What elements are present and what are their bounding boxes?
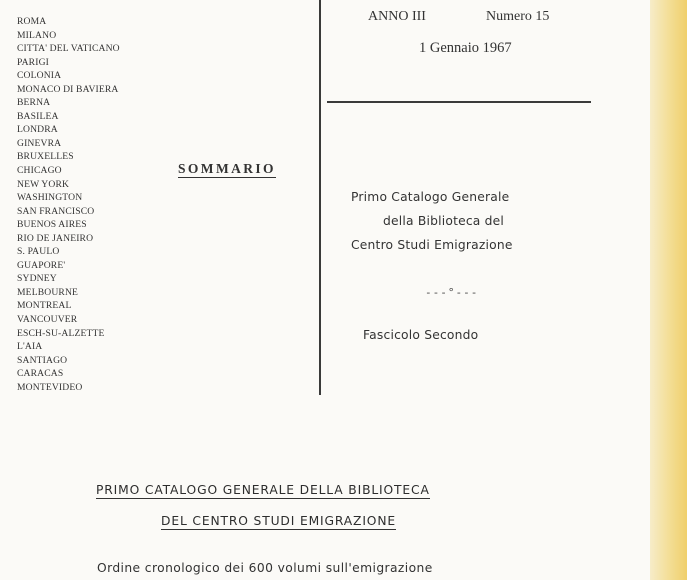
- city-item: MONTREAL: [17, 300, 72, 312]
- city-item: CARACAS: [17, 368, 64, 380]
- city-item: ROMA: [17, 16, 47, 27]
- issue-year: ANNO III: [368, 9, 426, 24]
- city-item: L'AIA: [17, 341, 43, 353]
- city-item: VANCOUVER: [17, 314, 78, 326]
- horizontal-divider: [327, 101, 591, 103]
- vertical-divider: [319, 0, 321, 395]
- city-item: MILANO: [17, 29, 57, 41]
- city-item: BERNA: [17, 97, 51, 109]
- city-item: BASILEA: [17, 110, 59, 122]
- paper-edge: [650, 0, 687, 580]
- separator: ---°---: [425, 286, 479, 299]
- city-item: RIO DE JANEIRO: [17, 232, 94, 244]
- fascicolo-label: Fascicolo Secondo: [363, 328, 479, 342]
- summary-line-2: della Biblioteca del: [383, 214, 505, 228]
- sommario-heading: SOMMARIO: [178, 161, 276, 176]
- issue-number: Numero 15: [486, 9, 550, 24]
- catalog-title-line-1: PRIMO CATALOGO GENERALE DELLA BIBLIOTECA: [96, 483, 430, 497]
- city-item: BUENOS AIRES: [17, 219, 87, 231]
- order-description: Ordine cronologico dei 600 volumi sull'emigrazione: [97, 561, 433, 575]
- summary-line-3: Centro Studi Emigrazione: [351, 238, 513, 252]
- catalog-title-line-2: DEL CENTRO STUDI EMIGRAZIONE: [161, 514, 397, 528]
- city-item: CHICAGO: [17, 165, 62, 177]
- city-item: ESCH-SU-ALZETTE: [17, 327, 105, 339]
- summary-line-1: Primo Catalogo Generale: [351, 190, 510, 204]
- city-item: PARIGI: [17, 56, 49, 68]
- city-item: GINEVRA: [17, 137, 62, 149]
- issue-date: 1 Gennaio 1967: [419, 40, 512, 56]
- city-item: SAN FRANCISCO: [17, 205, 95, 217]
- city-item: SANTIAGO: [17, 354, 68, 366]
- city-item: SYDNEY: [17, 273, 57, 285]
- city-item: MELBOURNE: [17, 286, 79, 298]
- city-item: MONACO DI BAVIERA: [17, 83, 119, 95]
- city-item: MONTEVIDEO: [17, 381, 83, 393]
- city-item: NEW YORK: [17, 178, 70, 190]
- city-item: WASHINGTON: [17, 192, 83, 204]
- city-item: BRUXELLES: [17, 151, 74, 163]
- city-item: CITTA' DEL VATICANO: [17, 43, 120, 55]
- city-item: LONDRA: [17, 124, 58, 136]
- city-item: S. PAULO: [17, 246, 60, 258]
- city-item: COLONIA: [17, 70, 62, 82]
- city-item: GUAPORE': [17, 259, 66, 271]
- city-list: [17, 15, 120, 394]
